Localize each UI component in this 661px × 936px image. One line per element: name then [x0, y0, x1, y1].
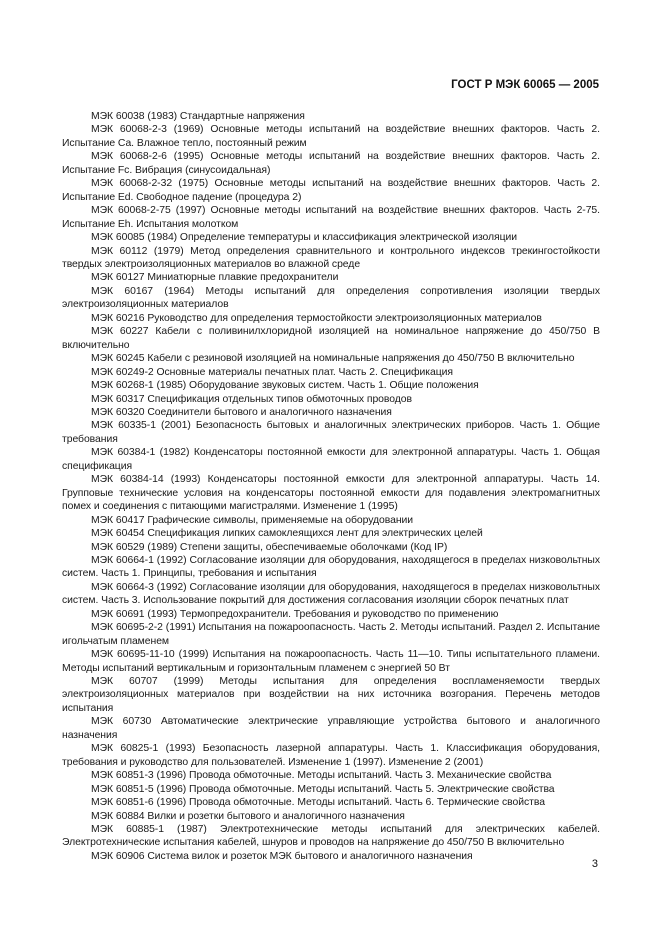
- reference-entry: МЭК 60335-1 (2001) Безопасность бытовых и аналогичных электрических приборов. Часть 1. Общие требования: [62, 420, 600, 445]
- reference-entry: МЭК 60216 Руководство для определения термостойкости электроизоляционных материалов: [91, 312, 542, 324]
- reference-entry: МЭК 60664-1 (1992) Согласование изоляции для оборудования, находящегося в пределах низковольтных систем. Часть 1. Принципы, требования и испытания: [62, 554, 600, 580]
- page-header-title: ГОСТ Р МЭК 60065 — 2005: [451, 79, 599, 91]
- reference-entry: МЭК 60417 Графические символы, применяемые на оборудовании: [91, 514, 414, 526]
- reference-entry: МЭК 60068-2-32 (1975) Основные методы испытаний на воздействие внешних факторов. Часть 2. Испытание Ed. Свободное падение (процедура 2): [62, 178, 600, 203]
- reference-entry: МЭК 60885-1 (1987) Электротехнические методы испытаний для электрических кабелей. Электротехнические испытания кабелей, шнуров и проводов на напряжение до 450/750 В включительно: [62, 824, 600, 849]
- reference-entry: МЭК 60851-6 (1996) Провода обмоточные. Методы испытаний. Часть 6. Термические свойства: [91, 797, 545, 809]
- reference-entry: МЭК 60068-2-6 (1995) Основные методы испытаний на воздействие внешних факторов. Часть 2. Испытание Fc. Вибрация (синусоидальная): [62, 151, 600, 176]
- reference-entry: МЭК 60695-11-10 (1999) Испытания на пожароопасность. Часть 11—10. Типы испытательного пламени. Методы испытаний вертикальным и горизонтальным пламенем с энергией 50 Вт: [62, 649, 600, 674]
- reference-entry: МЭК 60707 (1999) Методы испытания для определения воспламеняемости твердых электроизоляционных материалов при воздействии на них источника возгорания. Перечень методов испытания: [62, 676, 600, 714]
- page-number: 3: [591, 858, 598, 870]
- reference-entry: МЭК 60112 (1979) Метод определения сравнительного и контрольного индексов трекингостойкости твердых электроизоляционных материалов во влажной среде: [62, 245, 600, 270]
- reference-entry: МЭК 60245 Кабели с резиновой изоляцией на номинальные напряжения до 450/750 В включительно: [91, 353, 575, 365]
- reference-list: [62, 110, 600, 863]
- reference-entry: МЭК 60884 Вилки и розетки бытового и аналогичного назначения: [91, 810, 405, 822]
- reference-entry: МЭК 60227 Кабели с поливинилхлоридной изоляцией на номинальное напряжение до 450/750 В включительно: [62, 326, 600, 351]
- reference-entry: МЭК 60695-2-2 (1991) Испытания на пожароопасность. Часть 2. Методы испытаний. Раздел 2. Испытание игольчатым пламенем: [62, 622, 600, 647]
- reference-entry: МЭК 60529 (1989) Степени защиты, обеспечиваемые оболочками (Код IP): [91, 541, 448, 553]
- reference-entry: МЭК 60249-2 Основные материалы печатных плат. Часть 2. Спецификация: [91, 366, 453, 378]
- reference-entry: МЭК 60384-14 (1993) Конденсаторы постоянной емкости для электронной аппаратуры. Часть 14. Групповые технические условия на конденсаторы постоянной емкости для подавления электромагнитных помех и соединения с питающими магистралями. Изменение 1 (1995): [62, 474, 600, 513]
- reference-entry: МЭК 60068-2-3 (1969) Основные методы испытаний на воздействие внешних факторов. Часть 2. Испытание Са. Влажное тепло, постоянный режим: [62, 124, 600, 149]
- reference-entry: МЭК 60317 Спецификация отдельных типов обмоточных проводов: [91, 393, 412, 405]
- reference-entry: МЭК 60730 Автоматические электрические управляющие устройства бытового и аналогичного назначения: [62, 716, 600, 741]
- reference-entry: МЭК 60068-2-75 (1997) Основные методы испытаний на воздействие внешних факторов. Часть 2-75. Испытание Eh. Испытания молотком: [62, 205, 600, 230]
- reference-entry: МЭК 60085 (1984) Определение температуры и классификация электрической изоляции: [91, 232, 518, 244]
- reference-entry: МЭК 60906 Система вилок и розеток МЭК бытового и аналогичного назначения: [91, 850, 473, 862]
- reference-entry: МЭК 60851-5 (1996) Провода обмоточные. Методы испытаний. Часть 5. Электрические свойства: [91, 783, 555, 795]
- reference-entry: МЭК 60127 Миниатюрные плавкие предохранители: [91, 272, 339, 284]
- reference-entry: МЭК 60268-1 (1985) Оборудование звуковых систем. Часть 1. Общие положения: [91, 380, 479, 392]
- reference-entry: МЭК 60691 (1993) Термопредохранители. Требования и руководство по применению: [91, 608, 499, 620]
- reference-entry: МЭК 60454 Спецификация липких самоклеящихся лент для электрических целей: [91, 528, 483, 540]
- reference-entry: МЭК 60384-1 (1982) Конденсаторы постоянной емкости для электронной аппаратуры. Часть 1. Общая спецификация: [62, 447, 600, 472]
- reference-entry: МЭК 60320 Соединители бытового и аналогичного назначения: [91, 406, 392, 418]
- reference-entry: МЭК 60664-3 (1992) Согласование изоляции для оборудования, находящегося в пределах низковольтных систем. Часть 3. Использование покрытий для достижения согласования изоляции сборок печатных плат: [62, 581, 600, 607]
- reference-entry: МЭК 60038 (1983) Стандартные напряжения: [91, 111, 305, 122]
- reference-entry: МЭК 60851-3 (1996) Провода обмоточные. Методы испытаний. Часть 3. Механические свойства: [91, 770, 552, 782]
- reference-entry: МЭК 60825-1 (1993) Безопасность лазерной аппаратуры. Часть 1. Классификация оборудования, требования и руководство для пользователей. Изменение 1 (1997). Изменение 2 (2001): [62, 743, 600, 768]
- reference-entry: МЭК 60167 (1964) Методы испытаний для определения сопротивления изоляции твердых электроизоляционных материалов: [62, 285, 600, 311]
